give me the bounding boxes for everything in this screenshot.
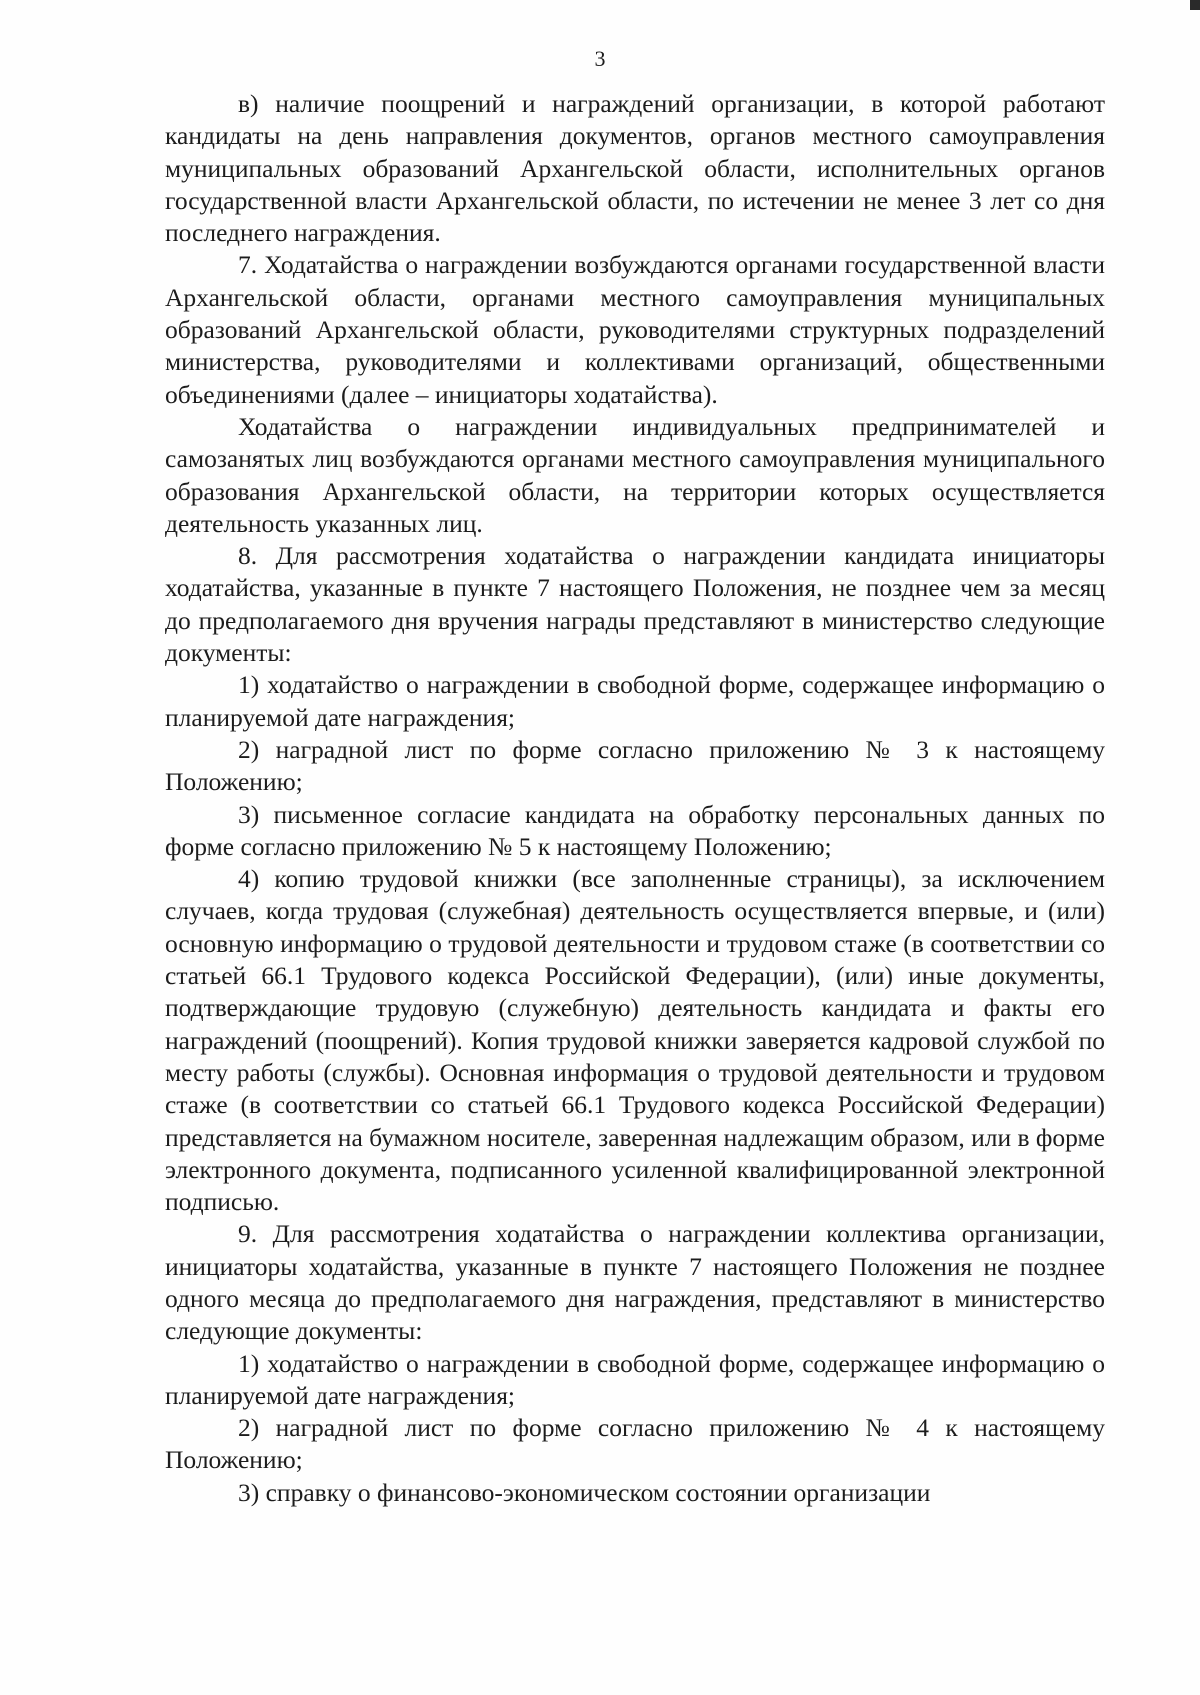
paragraph-9-item-1: 1) ходатайство о награждении в свободной форме, содержащее информацию о планируемой дате награждения; [165,1348,1105,1410]
paragraph-7-entrepreneurs: Ходатайства о награждении индивидуальных предпринимателей и самозанятых лиц возбуждаются органами местного самоуправления муниципального образования Архангельской области, на территории которых осуществляется деятельность указанных лиц. [165,411,1105,538]
paragraph-8-item-1: 1) ходатайство о награждении в свободной форме, содержащее информацию о планируемой дате награждения; [165,670,1105,732]
paragraph-9-item-2: 2) наградной лист по форме согласно приложению № 4 к настоящему Положению; [165,1413,1105,1475]
scan-corner-mark [1190,0,1200,10]
paragraph-8: 8. Для рассмотрения ходатайства о награждении кандидата инициаторы ходатайства, указанные в пункте 7 настоящего Положения, не позднее чем за месяц до предполагаемого дня вручения награды представляют в министерство следующие документы: [165,541,1105,668]
page-number: 3 [594,46,606,71]
paragraph-8-item-2: 2) наградной лист по форме согласно приложению № 3 к настоящему Положению; [165,734,1105,797]
paragraph-6-v: в) наличие поощрений и награждений организации, в которой работают кандидаты на день направления документов, органов местного самоуправления муниципальных образований Архангельской области, исполнительных органов государственной власти Архангельской области, по истечении не менее 3 лет со дня последнего награждения. [165,89,1105,248]
paragraph-7: 7. Ходатайства о награждении возбуждаются органами государственной власти Архангельской области, органами местного самоуправления муниципальных образований Архангельской области, руководителями структурных подразделений министерства, руководителями и коллективами организаций, общественными объединениями (далее – инициаторы ходатайства). [165,250,1105,409]
paragraph-9: 9. Для рассмотрения ходатайства о награждении коллектива организации, инициаторы ходатайства, указанные в пункте 7 настоящего Положения не позднее одного месяца до предполагаемого дня награждения, представляют в министерство следующие документы: [165,1219,1105,1346]
paragraph-8-item-4: 4) копию трудовой книжки (все заполненные страницы), за исключением случаев, когда трудовая (служебная) деятельность осуществляется впервые, и (или) основную информацию о трудовой деятельности и трудовом стаже (в соответствии со статьей 66.1 Трудового кодекса Российской Федерации), (или) иные документы, подтверждающие трудовую (служебную) деятельность кандидата и факты его награждений (поощрений). Копия трудовой книжки заверяется кадровой службой по месту работы (службы). Основная информация о трудовой деятельности и трудовом стаже (в соответствии со статьей 66.1 Трудового кодекса Российской Федерации) представляется на бумажном носителе, заверенная надлежащим образом, или в форме электронного документа, подписанного усиленной квалифицированной электронной подписью. [165,864,1105,1217]
paragraph-8-item-3: 3) письменное согласие кандидата на обработку персональных данных по форме согласно приложению № 5 к настоящему Положению; [165,799,1105,861]
paragraph-9-item-3: 3) справку о финансово-экономическом состоянии организации [238,1477,931,1507]
document-body [165,88,1105,1509]
